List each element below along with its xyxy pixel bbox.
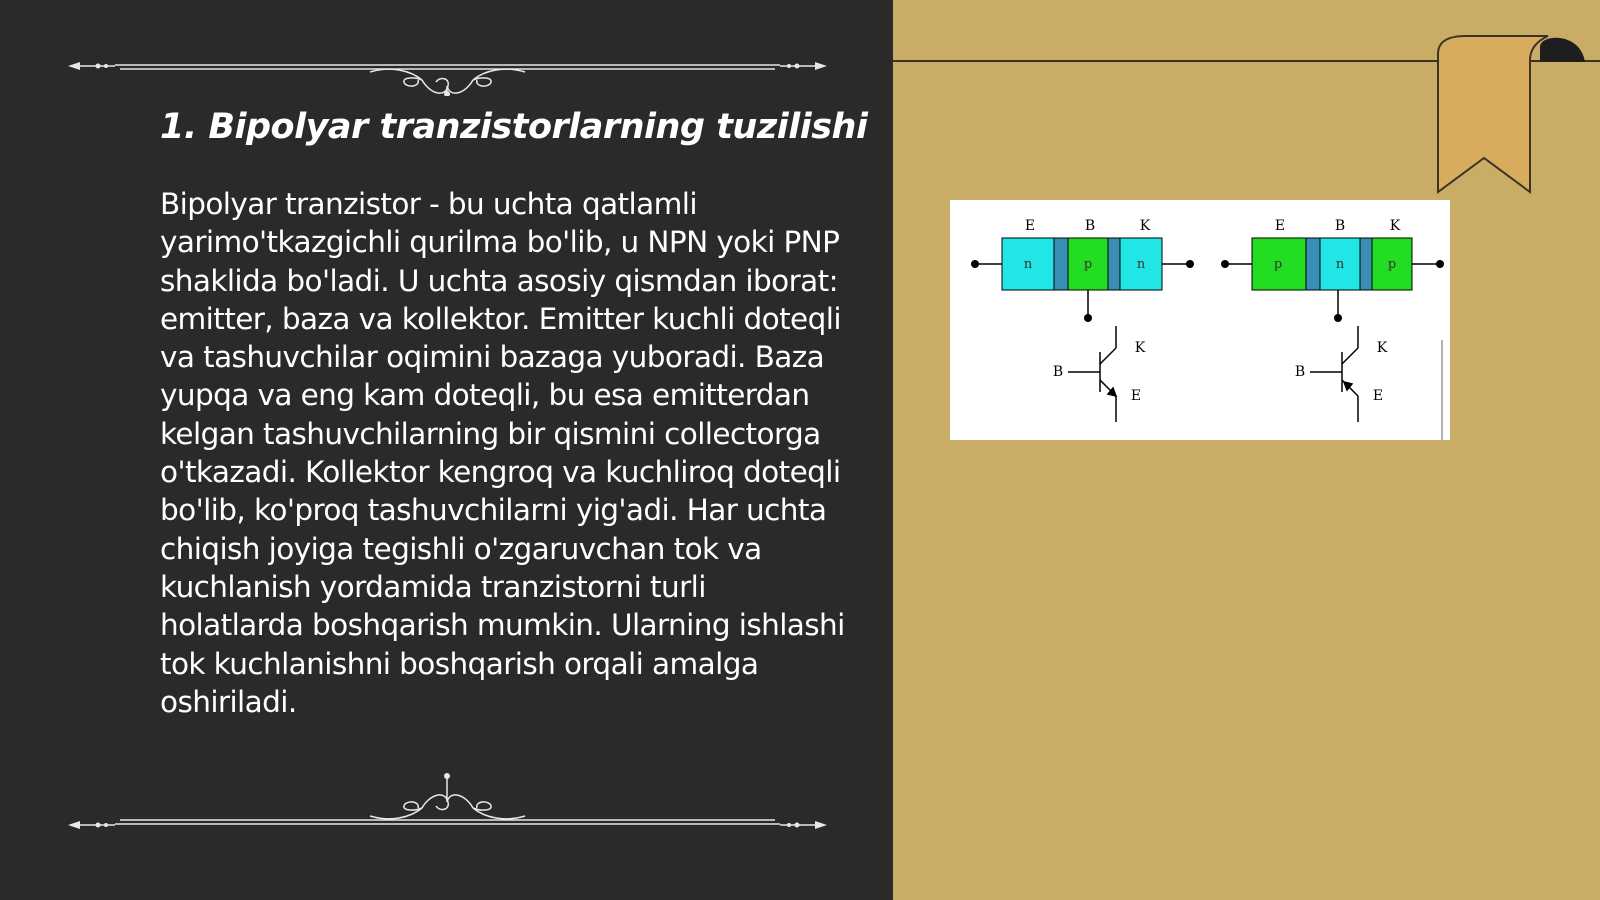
pnp-top-label: K	[1389, 218, 1401, 234]
pnp-emitter-terminal	[1221, 260, 1229, 268]
npn-symbol-base-label: B	[1052, 364, 1064, 380]
npn-layer-label: n	[1136, 257, 1146, 272]
pnp-top-label: B	[1334, 218, 1346, 234]
pnp-layer-label: p	[1387, 257, 1397, 272]
transistor-diagram	[950, 200, 1450, 440]
slide-title: 1. Bipolyar tranzistorlarning tuzilishi	[160, 107, 868, 147]
pnp-layer-label: n	[1335, 257, 1345, 272]
pnp-symbol-emitter-label: E	[1372, 388, 1384, 404]
pnp-top-label: E	[1274, 218, 1286, 234]
slide-body-text: Bipolyar tranzistor - bu uchta qatlamli yarimo'tkazgichli qurilma bo'lib, u NPN yoki PNP shaklida bo'ladi. U uchta asosiy qismdan iborat: emitter, baza va kollektor. Emitter kuchli doteqli va tashuvchilar oqimini bazaga yuboradi. Baza yupqa va eng kam doteqli, bu esa emitterdan kelgan tashuvchilarning bir qismini collectorga o'tkazadi. Kollektor kengroq va kuchliroq doteqli bo'lib, ko'proq tashuvchilarni yig'adi. Har uchta chiqish joyiga tegishli o'zgaruvchan tok va kuchlanish yordamida tranzistorni turli holatlarda boshqarish mumkin. Ularning ishlashi tok kuchlanishni boshqarish orqali amalga oshiriladi.	[160, 187, 845, 719]
ornament-top-divider	[60, 36, 835, 96]
pnp-collector-terminal	[1436, 260, 1444, 268]
npn-symbol-emitter-label: E	[1130, 388, 1142, 404]
npn-symbol	[1068, 326, 1116, 422]
npn-base-terminal	[1084, 314, 1092, 322]
pnp-layer-label: p	[1273, 257, 1283, 272]
bookmark-ribbon	[1430, 34, 1600, 204]
pnp-symbol	[1310, 326, 1358, 422]
npn-layer-label: n	[1023, 257, 1033, 272]
npn-top-label: E	[1024, 218, 1036, 234]
npn-symbol-collector-label: K	[1134, 340, 1146, 356]
npn-top-label: K	[1139, 218, 1151, 234]
npn-top-label: B	[1084, 218, 1096, 234]
pnp-symbol-collector-label: K	[1376, 340, 1388, 356]
transistor-structure-figure	[950, 200, 1450, 440]
pnp-symbol-base-label: B	[1294, 364, 1306, 380]
npn-layer-label: p	[1083, 257, 1093, 272]
pnp-structure	[1221, 218, 1444, 322]
npn-emitter-terminal	[971, 260, 979, 268]
pnp-base-terminal	[1334, 314, 1342, 322]
npn-collector-terminal	[1186, 260, 1194, 268]
npn-structure	[971, 218, 1194, 322]
ornament-bottom-divider	[60, 770, 835, 830]
